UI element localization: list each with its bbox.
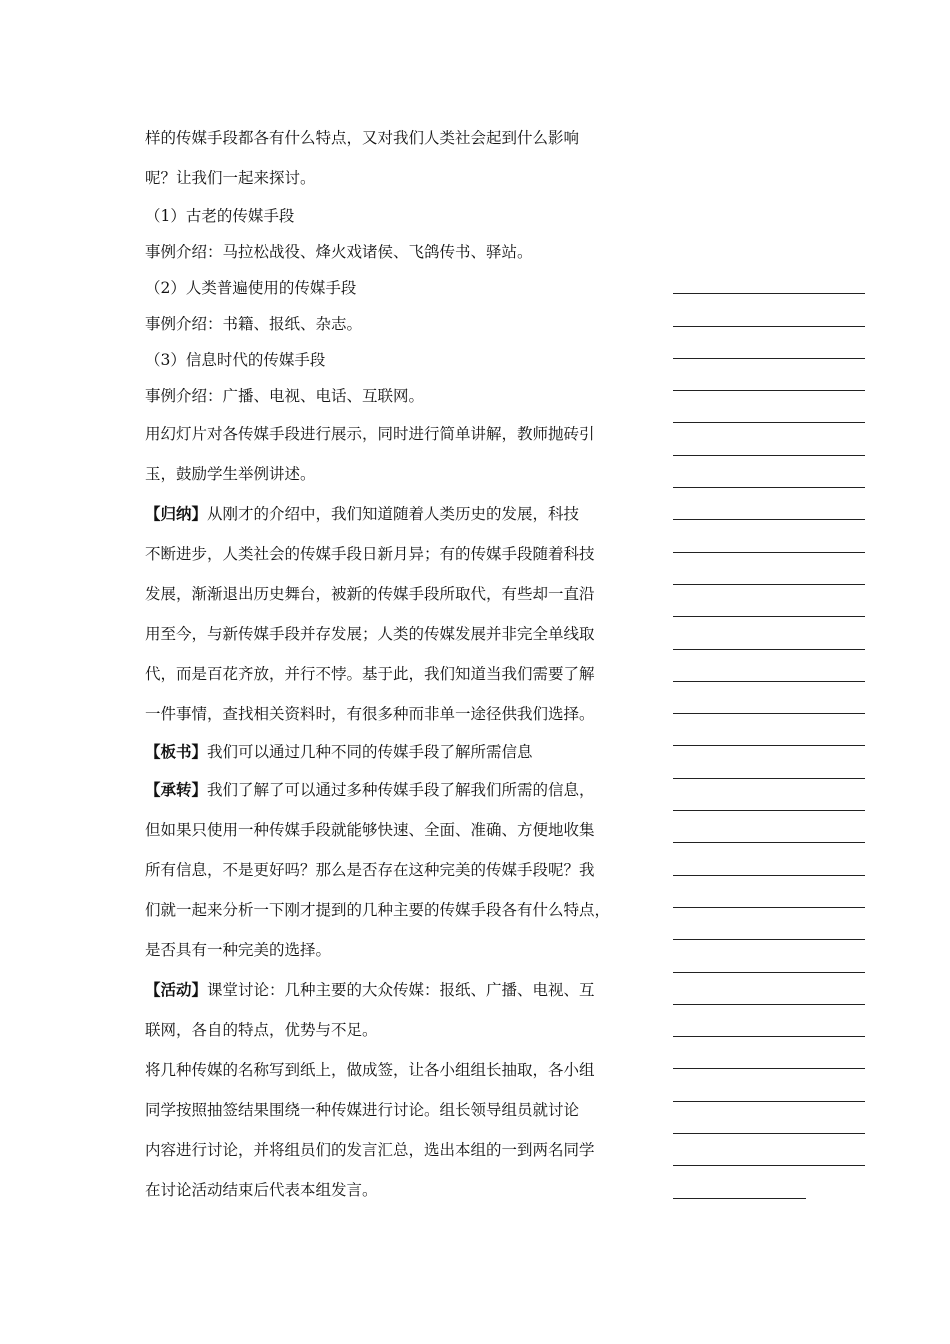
blackboard-tag: 【板书】	[145, 742, 208, 761]
paragraph-line: 用至今，与新传媒手段并存发展；人类的传媒发展并非完全单线取	[145, 625, 595, 643]
note-line	[673, 359, 865, 391]
note-line	[673, 843, 865, 875]
summary-line: 【归纳】从刚才的介绍中，我们知道随着人类历史的发展，科技	[145, 504, 580, 523]
note-line-short	[673, 1166, 806, 1198]
paragraph-line: 同学按照抽签结果围绕一种传媒进行讨论。组长领导组员就讨论	[145, 1101, 580, 1119]
main-text-column	[145, 118, 640, 1210]
paragraph-line: 内容进行讨论，并将组员们的发言汇总，选出本组的一到两名同学	[145, 1141, 595, 1159]
note-line	[673, 811, 865, 843]
note-line	[673, 391, 865, 423]
paragraph-line: 们就一起来分析一下刚才提到的几种主要的传媒手段各有什么特点，	[145, 901, 611, 919]
paragraph-line: 但如果只使用一种传媒手段就能够快速、全面、准确、方便地收集	[145, 821, 595, 839]
paragraph-line: 样的传媒手段都各有什么特点，又对我们人类社会起到什么影响	[145, 129, 580, 147]
paragraph-line: 将几种传媒的名称写到纸上，做成签，让各小组组长抽取，各小组	[145, 1061, 595, 1079]
example-line-3: 事例介绍：广播、电视、电话、互联网。	[145, 387, 425, 405]
note-line	[673, 585, 865, 617]
note-line	[673, 1102, 865, 1134]
note-line	[673, 520, 865, 552]
note-line	[673, 423, 865, 455]
note-line	[673, 327, 865, 359]
note-line	[673, 973, 865, 1005]
example-line-2: 事例介绍：书籍、报纸、杂志。	[145, 315, 363, 333]
summary-tag: 【归纳】	[145, 504, 208, 523]
note-line	[673, 488, 865, 520]
note-line	[673, 779, 865, 811]
note-line	[673, 682, 865, 714]
note-line	[673, 1069, 865, 1101]
note-line	[673, 1037, 865, 1069]
transition-line: 【承转】我们了解了可以通过多种传媒手段了解我们所需的信息，	[145, 780, 595, 799]
section-heading-3: （3）信息时代的传媒手段	[145, 351, 326, 369]
paragraph-line: 发展，渐渐退出历史舞台，被新的传媒手段所取代，有些却一直沿	[145, 585, 595, 603]
paragraph-line: 在讨论活动结束后代表本组发言。	[145, 1181, 378, 1199]
note-line	[673, 617, 865, 649]
activity-line: 【活动】课堂讨论：几种主要的大众传媒：报纸、广播、电视、互	[145, 980, 595, 999]
note-line	[673, 714, 865, 746]
paragraph-line: 代，而是百花齐放，并行不悖。基于此，我们知道当我们需要了解	[145, 665, 595, 683]
paragraph-line: 不断进步，人类社会的传媒手段日新月异；有的传媒手段随着科技	[145, 545, 595, 563]
note-line	[673, 1134, 865, 1166]
paragraph-line: 一件事情，查找相关资料时，有很多种而非单一途径供我们选择。	[145, 705, 595, 723]
note-line	[673, 746, 865, 778]
note-line	[673, 908, 865, 940]
note-line	[673, 650, 865, 682]
blackboard-line: 【板书】我们可以通过几种不同的传媒手段了解所需信息	[145, 742, 533, 761]
note-line	[673, 262, 865, 294]
section-heading-1: （1）古老的传媒手段	[145, 207, 295, 225]
paragraph-line: 用幻灯片对各传媒手段进行展示，同时进行简单讲解，教师抛砖引	[145, 425, 595, 443]
transition-tag: 【承转】	[145, 780, 208, 799]
paragraph-line: 是否具有一种完美的选择。	[145, 941, 332, 959]
activity-tag: 【活动】	[145, 980, 208, 999]
note-line	[673, 553, 865, 585]
paragraph-line: 所有信息，不是更好吗？那么是否存在这种完美的传媒手段呢？我	[145, 861, 595, 879]
note-line	[673, 294, 865, 326]
note-line	[673, 1005, 865, 1037]
paragraph-line: 联网，各自的特点，优势与不足。	[145, 1021, 378, 1039]
paragraph-line: 呢？让我们一起来探讨。	[145, 169, 316, 187]
example-line-1: 事例介绍：马拉松战役、烽火戏诸侯、飞鸽传书、驿站。	[145, 243, 533, 261]
note-line	[673, 940, 865, 972]
note-line	[673, 456, 865, 488]
paragraph-line: 玉，鼓励学生举例讲述。	[145, 465, 316, 483]
note-line	[673, 876, 865, 908]
section-heading-2: （2）人类普遍使用的传媒手段	[145, 279, 357, 297]
notes-margin	[673, 262, 865, 1199]
